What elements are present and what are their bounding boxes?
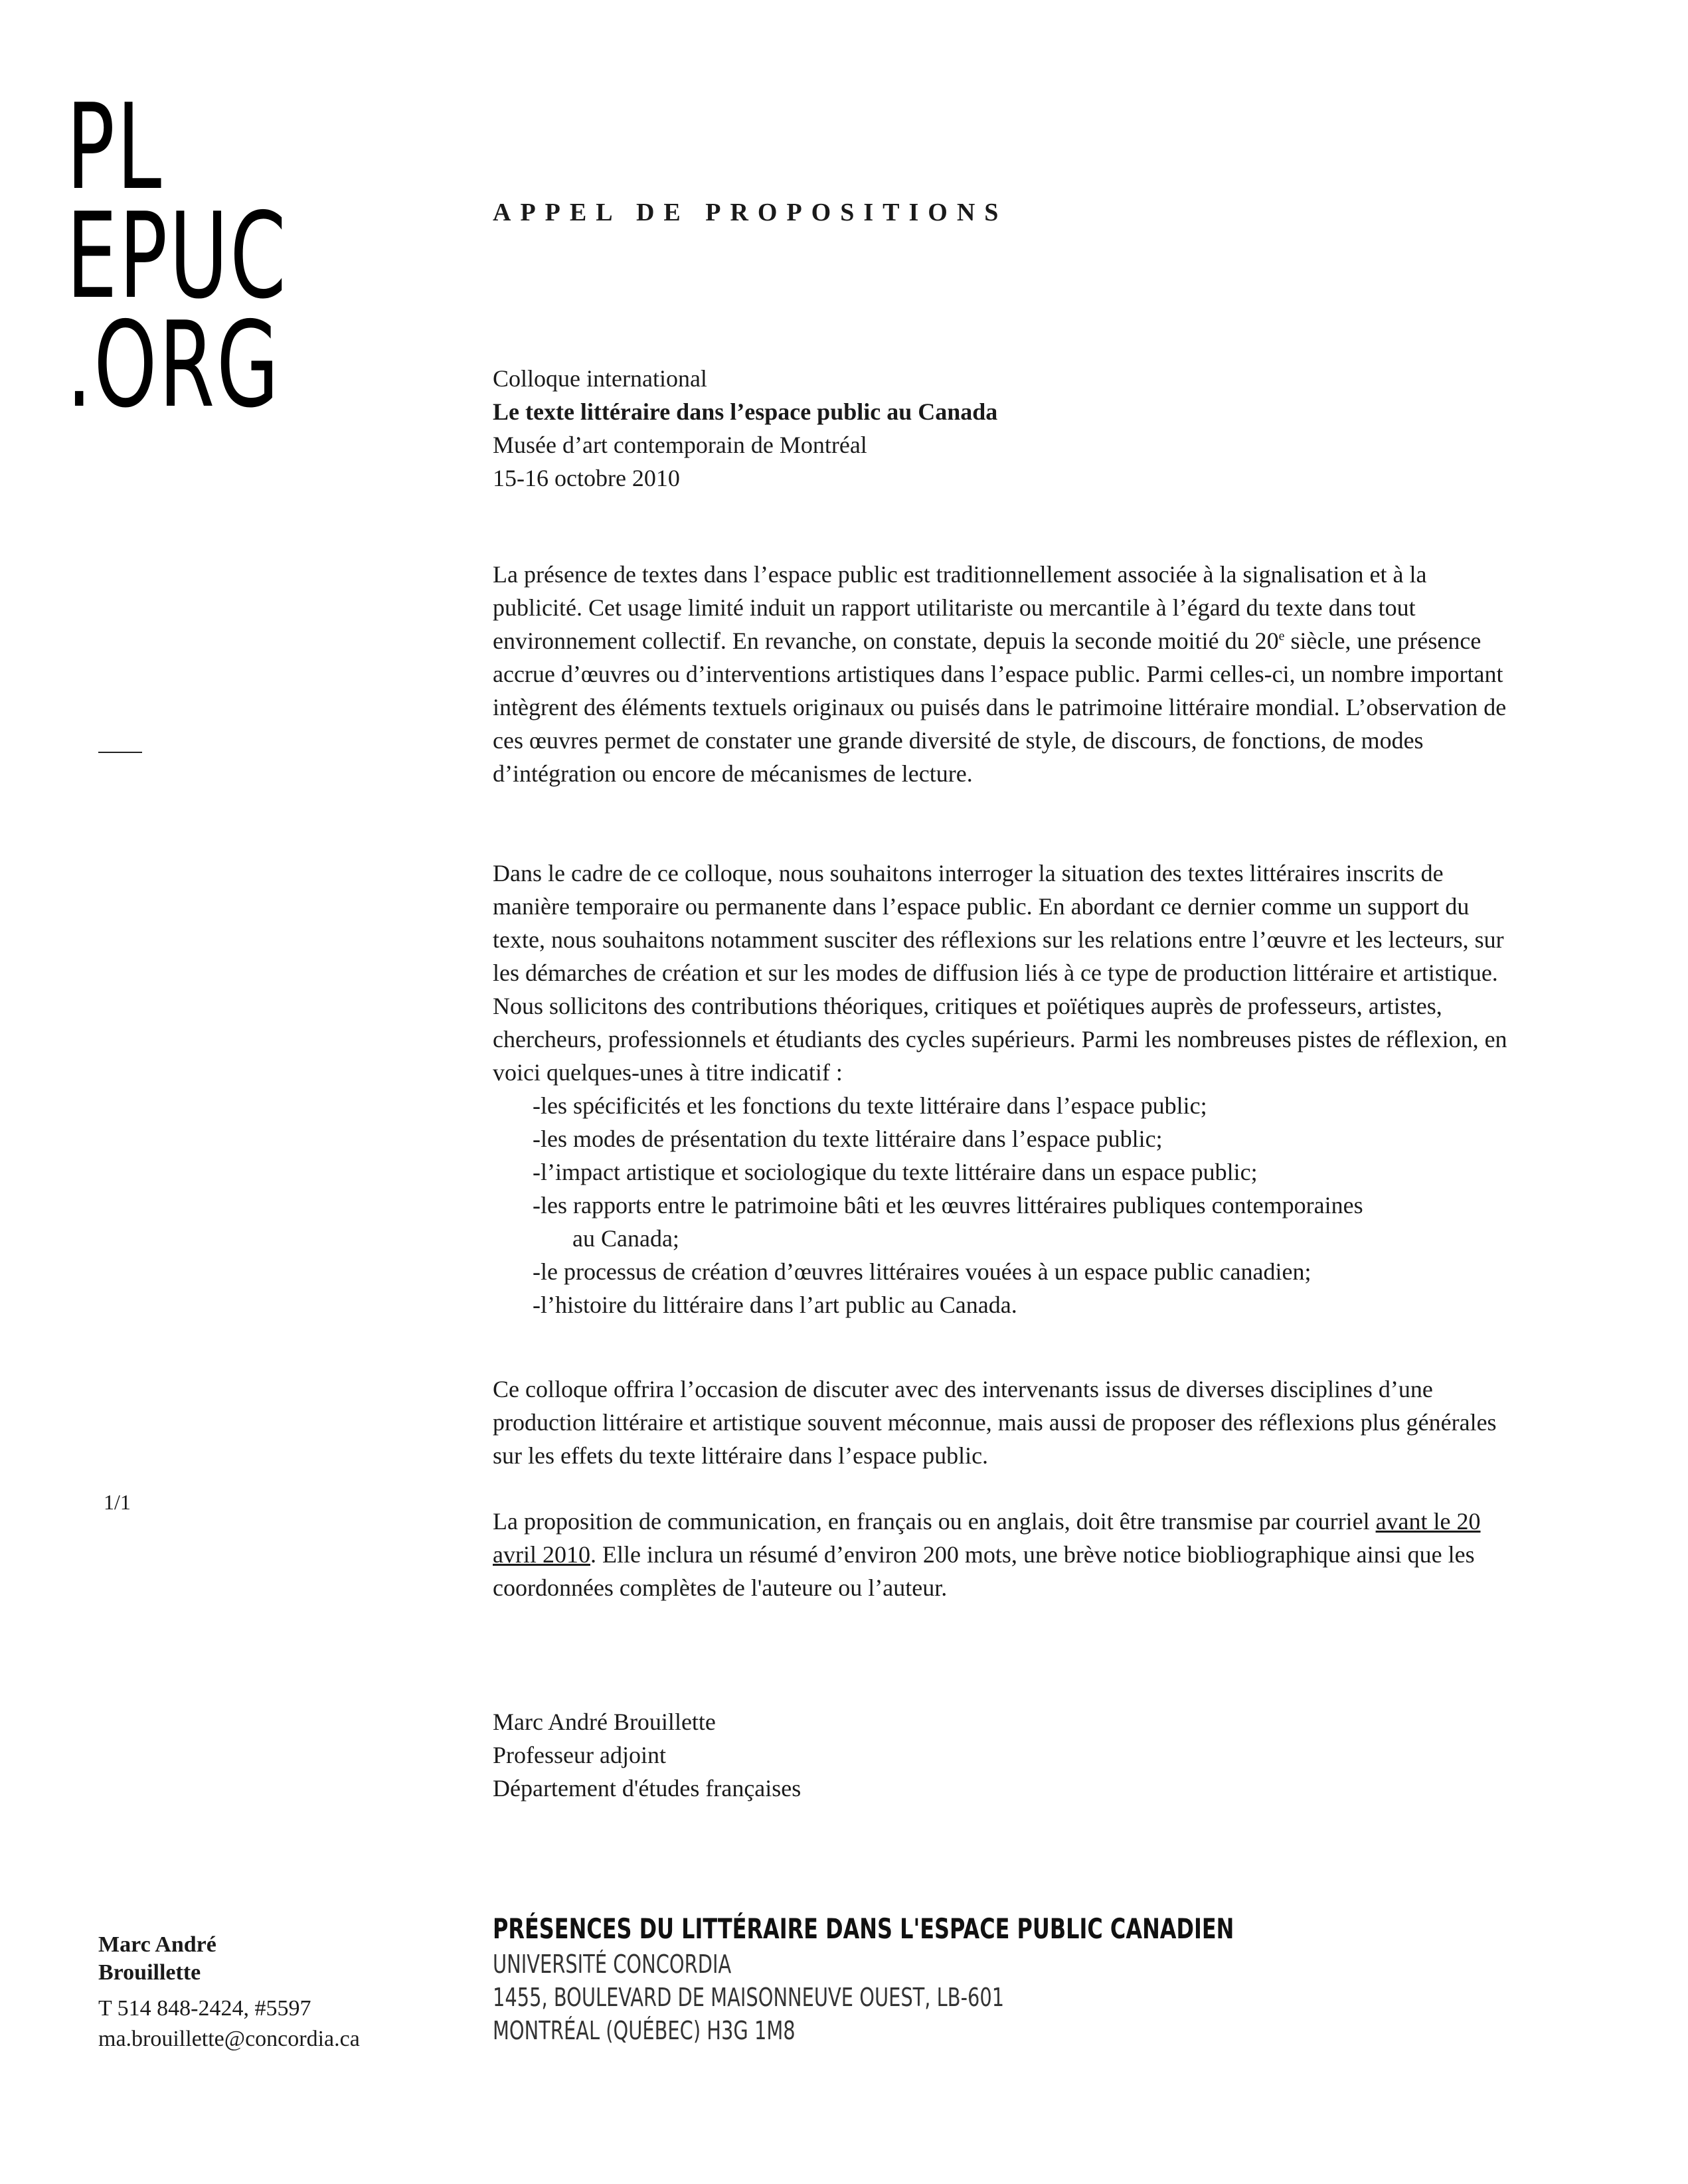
footer-title: PRÉSENCES DU LITTÉRAIRE DANS L'ESPACE PUBLIC CANADIEN [493,1912,1234,1945]
logo-line-3: .ORG [66,296,281,434]
plepuc-logo [66,78,288,434]
superscript-e: e [1278,629,1285,643]
paragraph-context [493,857,1509,1321]
event-info [493,362,1509,495]
contact-name [98,1931,216,1987]
footer-institution: UNIVERSITÉ CONCORDIA [493,1950,732,1979]
contact-name-line-2: Brouillette [98,1960,201,1985]
contact-phone: T 514 848-2424, #5597 [98,1996,311,2021]
footer-address: 1455, BOULEVARD DE MAISONNEUVE OUEST, LB-601 [493,1983,1005,2012]
list-item-text: -les rapports entre le patrimoine bâti et les œuvres littéraires publiques contemporaines [533,1192,1363,1218]
logo-line-1: PL [66,78,163,216]
paragraph-intro-part-a: La présence de textes dans l’espace public est traditionnellement associée à la signalisation et à la publicité. Cet usage limité induit un rapport utilitariste ou mercantile à l’égard du texte dans tout environnement collectif. En revanche, on constate, depuis la seconde moitié du 20 [493,561,1427,654]
signature-name: Marc André Brouillette [493,1709,716,1735]
contact-email[interactable]: ma.brouillette@concordia.ca [98,2027,360,2051]
list-item: -les spécificités et les fonctions du texte littéraire dans l’espace public; [533,1092,1207,1119]
list-item [493,1189,1509,1255]
list-item: -l’impact artistique et sociologique du texte littéraire dans un espace public; [533,1159,1258,1185]
paragraph-submission [493,1505,1509,1604]
event-venue: Musée d’art contemporain de Montréal [493,432,867,458]
page-number: 1/1 [104,1490,131,1514]
footer-city: MONTRÉAL (QUÉBEC) H3G 1M8 [493,2016,796,2045]
paragraph-submission-part-a: La proposition de communication, en français ou en anglais, doit être transmise par courriel [493,1508,1376,1535]
document-heading: APPEL DE PROPOSITIONS [493,199,1008,226]
event-type: Colloque international [493,365,707,392]
signature-title: Professeur adjoint [493,1742,666,1768]
list-item: -le processus de création d’œuvres littéraires vouées à un espace public canadien; [533,1258,1311,1285]
list-item-continuation: au Canada; [572,1225,679,1252]
paragraph-context-text: Dans le cadre de ce colloque, nous souhaitons interroger la situation des textes littéraires inscrits de manière temporaire ou permanente dans l’espace public. En abordant ce dernier comme un support du texte, nous souhaitons notamment susciter des réflexions sur les relations entre l’œuvre et les lecteurs, sur les démarches de création et sur les modes de diffusion liés à ce type de production littéraire et artistique. Nous sollicitons des contributions théoriques, critiques et poïétiques auprès de professeurs, artistes, chercheurs, professionnels et étudiants des cycles supérieurs. Parmi les nombreuses pistes de réflexion, en voici quelques-unes à titre indicatif : [493,860,1507,1086]
paragraph-purpose: Ce colloque offrira l’occasion de discuter avec des intervenants issus de diverses disciplines d’une production littéraire et artistique souvent méconnue, mais aussi de proposer des réflexions plus générales sur les effets du texte littéraire dans l’espace public. [493,1376,1497,1469]
margin-divider [98,752,142,753]
list-item: -les modes de présentation du texte littéraire dans l’espace public; [533,1126,1163,1152]
deadline-text: avant le 20 avril 2010 [493,1508,1481,1568]
event-title: Le texte littéraire dans l’espace public au Canada [493,398,998,425]
paragraph-submission-part-b: . Elle inclura un résumé d’environ 200 mots, une brève notice biobliographique ainsi que les coordonnées complètes de l'auteure ou l’auteur. [493,1541,1475,1601]
list-item: -l’histoire du littéraire dans l’art public au Canada. [533,1292,1017,1318]
event-dates: 15-16 octobre 2010 [493,465,680,491]
signature-block [493,1705,1509,1805]
signature-department: Département d'études françaises [493,1775,802,1802]
contact-name-line-1: Marc André [98,1932,216,1957]
logo-line-2: EPUC [66,187,288,325]
paragraph-intro [493,558,1509,790]
topics-list [493,1089,1509,1321]
paragraph-intro-part-b: siècle, une présence accrue d’œuvres ou d’interventions artistiques dans l’espace public. Parmi celles-ci, un nombre important intègrent des éléments textuels originaux ou puisés dans le patrimoine littéraire mondial. L’observation de ces œuvres permet de constater une grande diversité de style, de discours, de fonctions, de modes d’intégration ou encore de mécanismes de lecture. [493,628,1507,787]
